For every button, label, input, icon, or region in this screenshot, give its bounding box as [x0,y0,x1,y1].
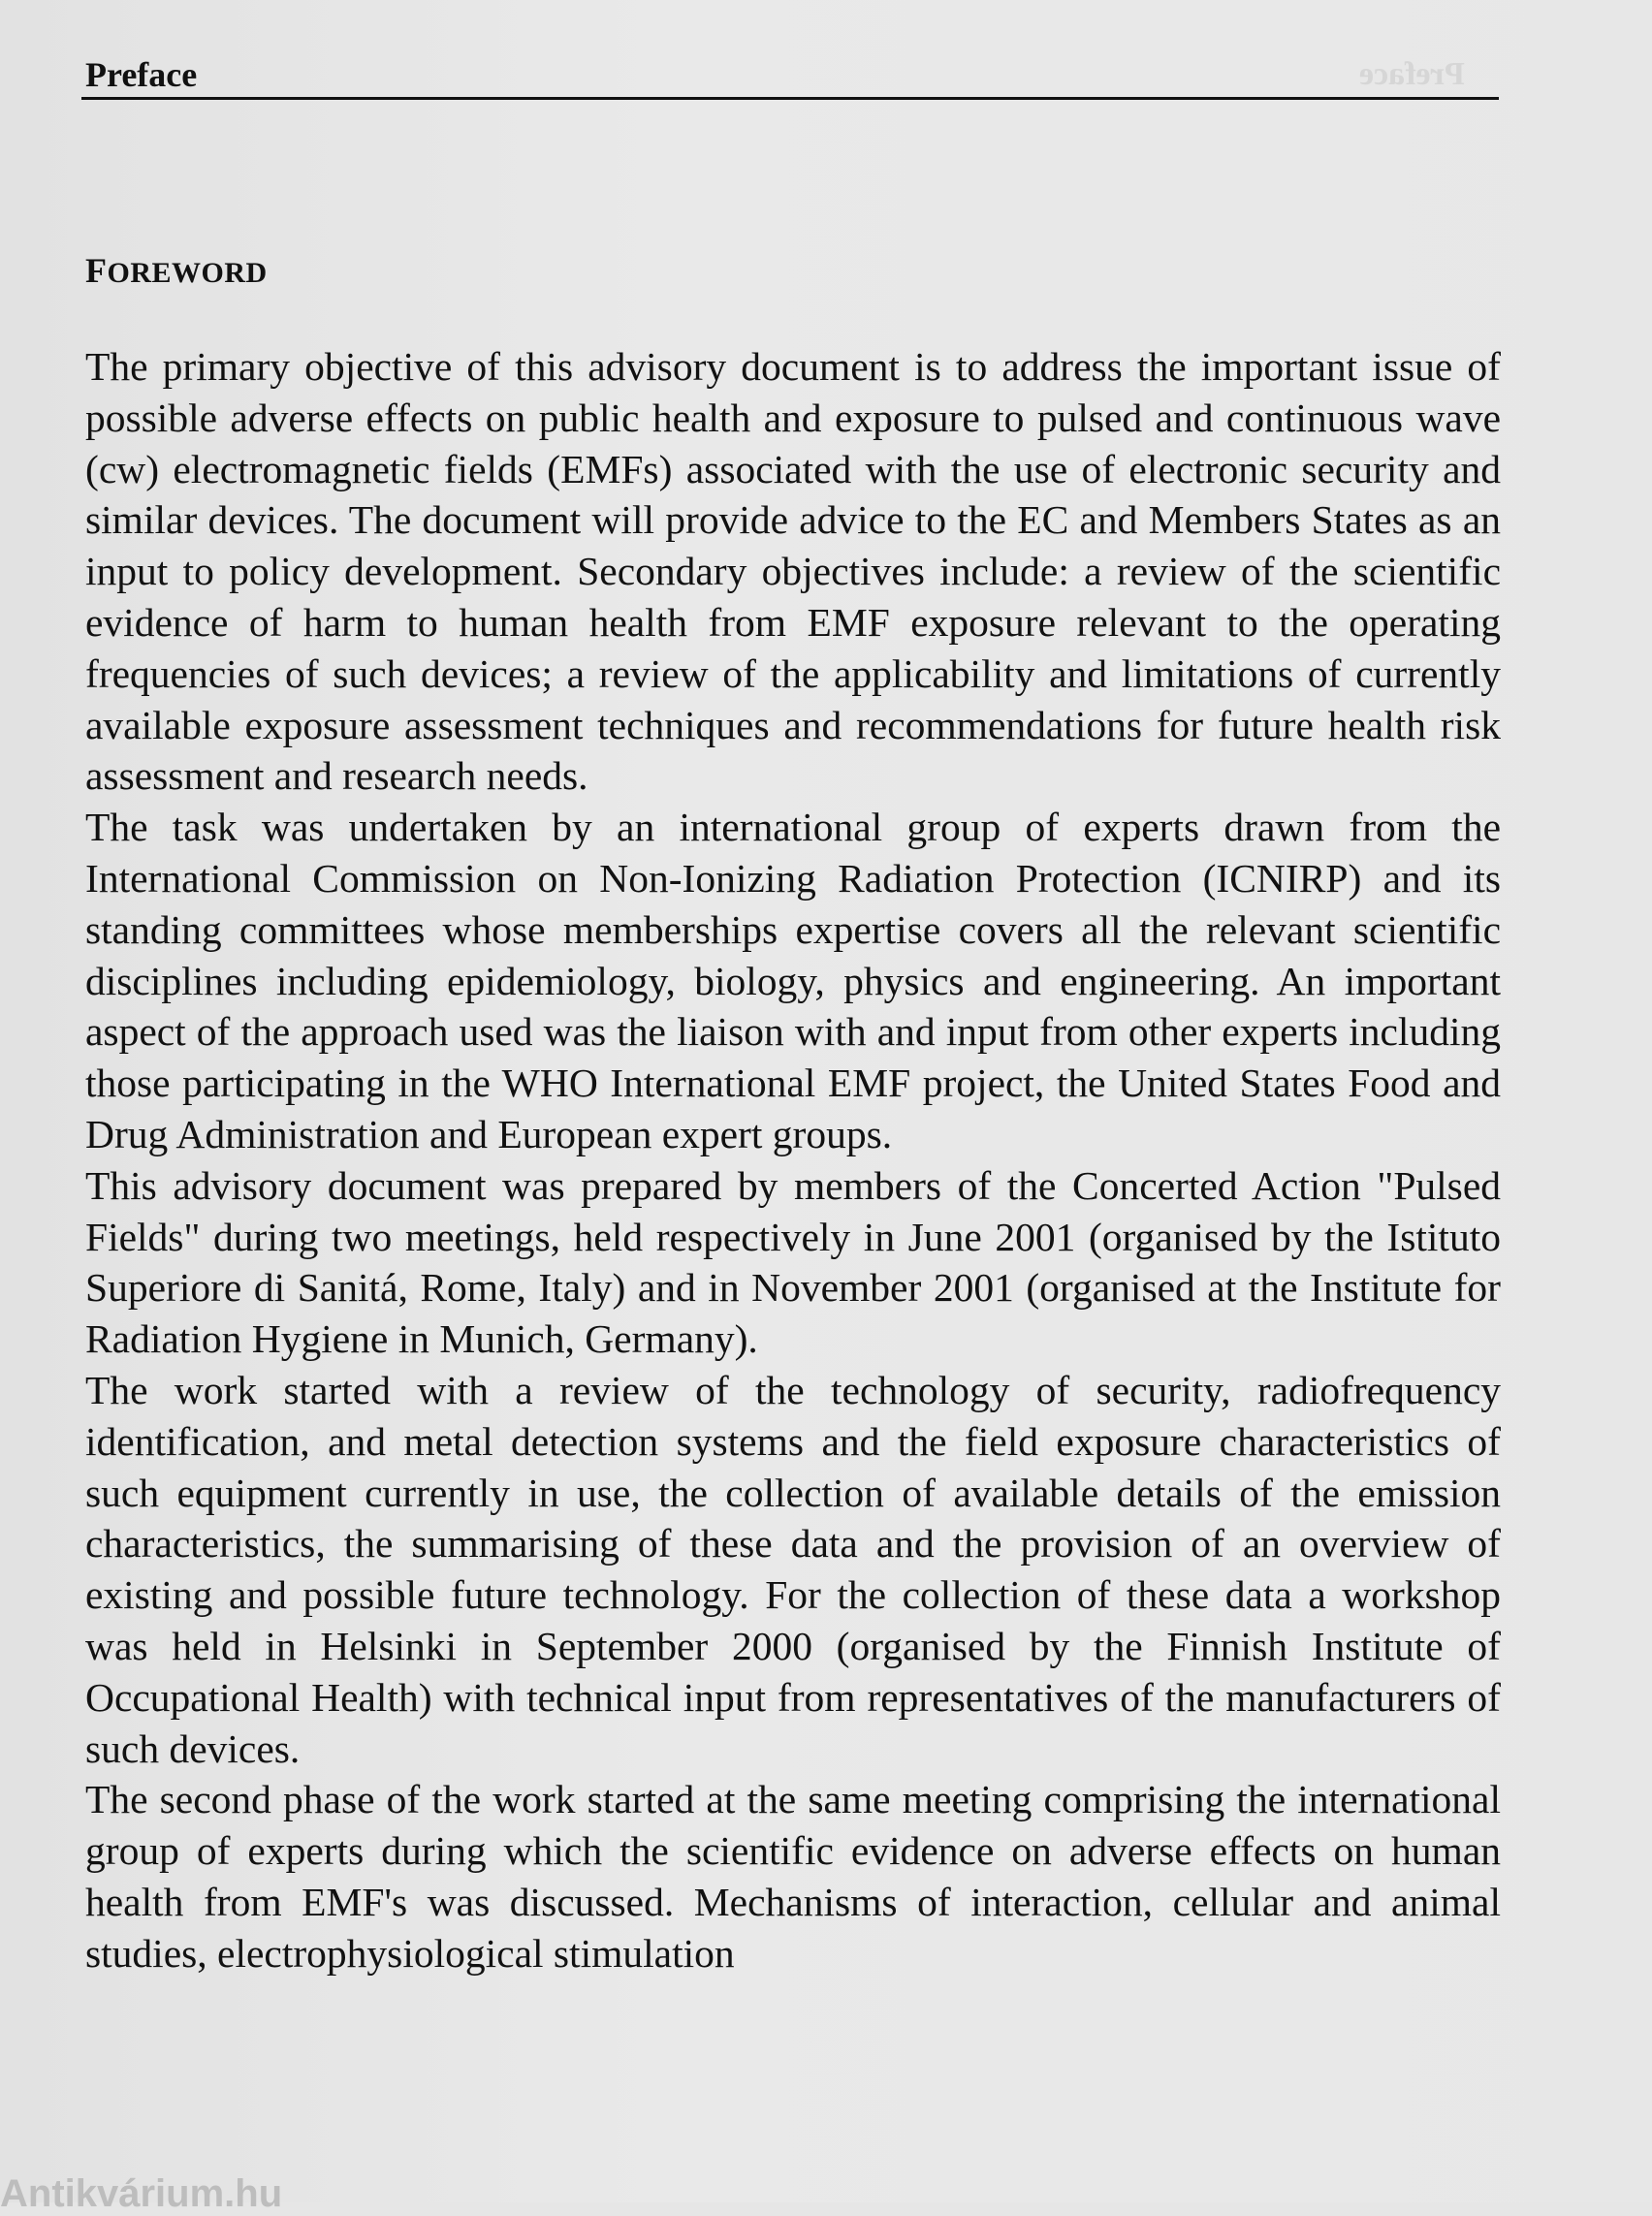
bleed-through-running-head: Preface [1359,56,1465,92]
header-rule [81,97,1499,100]
paragraph-objective: The primary objective of this advisory document is to address the important issue of possible adverse effects on public health and exposure to pulsed and continuous wave (cw) electromagnetic fields (EMFs) associated with the use of electronic security and similar devices. The document will provide advice to the EC and Members States as an input to policy development. Secondary objectives include: a review of the scientific evidence of harm to human health from EMF exposure relevant to the operating frequencies of such devices; a review of the applicability and limitations of currently available exposure assessment techniques and recommendations for future health risk assessment and research needs. [85,344,1501,799]
body-text [85,341,1501,1979]
section-title [85,250,268,291]
watermark: Antikvárium.hu [0,2172,283,2215]
paragraph-meetings: This advisory document was prepared by members of the Concerted Action "Pulsed Fields" during two meetings, held respectively in June 2001 (organised by the Istituto Superiore di Sanitá, Rome, Italy) and in November 2001 (organised at the Institute for Radiation Hygiene in Munich, Germany). [85,1162,1501,1362]
paragraph-experts: The task was undertaken by an international group of experts drawn from the International Commission on Non-Ionizing Radiation Protection (ICNIRP) and its standing committees whose memberships expertise covers all the relevant scientific disciplines including epidemiology, biology, physics and engineering. An important aspect of the approach used was the liaison with and input from other experts including those participating in the WHO International EMF project, the United States Food and Drug Administration and European expert groups. [85,805,1501,1156]
paragraph-technology-review: The work started with a review of the technology of security, radiofrequency identification, and metal detection systems and the field exposure characteristics of such equipment currently in use, the collection of available details of the emission characteristics, the summarising of these data and the provision of an overview of existing and possible future technology. For the collection of these data a workshop was held in Helsinki in September 2000 (organised by the Finnish Institute of Occupational Health) with technical input from representatives of the manufacturers of such devices. [85,1367,1501,1771]
section-title-initial: F [85,251,108,290]
section-title-rest: OREWORD [107,257,268,289]
paragraph-second-phase: The second phase of the work started at the same meeting comprising the international group of experts during which the scientific evidence on adverse effects on human health from EMF's was discussed. Mechanisms of interaction, cellular and animal studies, electrophysiological stimulation [85,1777,1501,1976]
running-head: Preface [85,55,198,94]
